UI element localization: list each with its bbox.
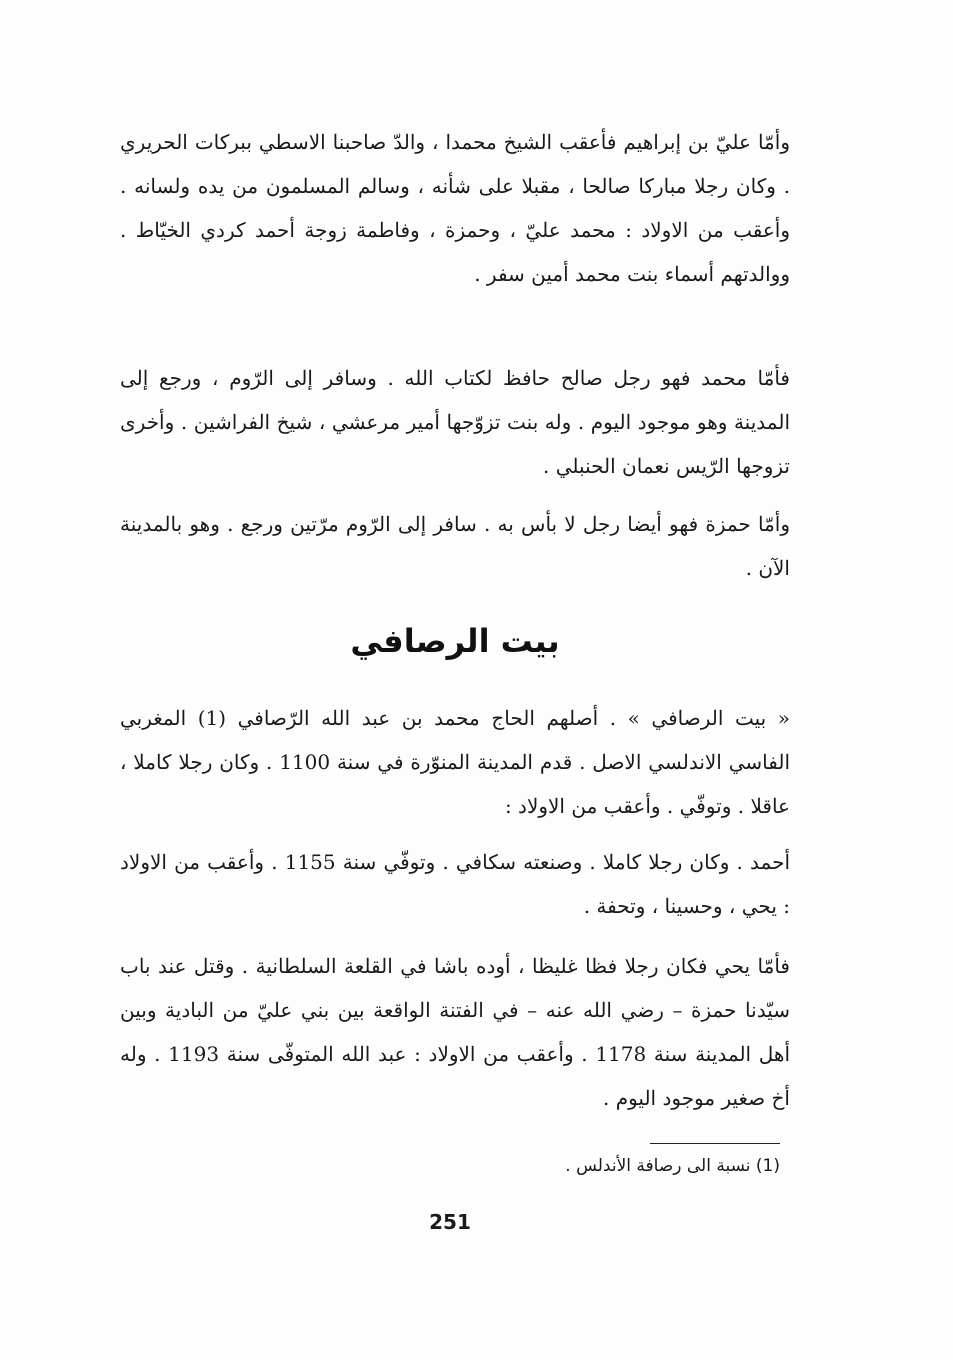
paragraph-muhammad: فأمّا محمد فهو رجل صالح حافظ لكتاب الله . وسافر إلى الرّوم ، ورجع إلى المدينة وهو موجود اليوم . وله بنت تزوّجها أمير مرعشي ، شيخ الفراشين . وأخرى تزوجها الرّيس نعمان الحنبلي . [120, 366, 790, 478]
footnote-divider [650, 1143, 780, 1144]
section-heading: بيت الرصافي [350, 622, 560, 660]
paragraph-hamza: وأمّا حمزة فهو أيضا رجل لا بأس به . سافر إلى الرّوم مرّتين ورجع . وهو بالمدينة الآن . [120, 512, 790, 580]
footnote: (1) نسبة الى رصافة الأندلس . [565, 1156, 780, 1176]
paragraph-ali-ibn-ibrahim: وأمّا عليّ بن إبراهيم فأعقب الشيخ محمدا ، والدّ صاحبنا الاسطي ببركات الحريري . وكان رجلا مباركا صالحا ، مقبلا على شأنه ، وسالم المسلمون من يده ولسانه . وأعقب من الاولاد : محمد عليّ ، وحمزة ، وفاطمة زوجة أحمد كردي الخيّاط . ووالدتهم أسماء بنت محمد أمين سفر . [120, 130, 790, 286]
paragraph-yahya: فأمّا يحي فكان رجلا فظا غليظا ، أوده باشا في القلعة السلطانية . وقتل عند باب سيّدنا حمزة – رضي الله عنه – في الفتنة الواقعة بين بني عليّ من البادية وبين أهل المدينة سنة 1178 . وأعقب من الاولاد : عبد الله المتوفّى سنة 1193 . وله أخ صغير موجود اليوم . [120, 954, 791, 1110]
paragraph-ahmad: أحمد . وكان رجلا كاملا . وصنعته سكافي . وتوفّي سنة 1155 . وأعقب من الاولاد : يحي ، وحسينا ، وتحفة . [120, 850, 790, 918]
paragraph-house-of-rusafi: « بيت الرصافي » . أصلهم الحاج محمد بن عبد الله الرّصافي (1) المغربي الفاسي الاندلسي الاصل . قدم المدينة المنوّرة في سنة 1100 . وكان رجلا كاملا ، عاقلا . وتوفّي . وأعقب من الاولاد : [120, 706, 790, 818]
page-number: 251 [429, 1210, 471, 1234]
